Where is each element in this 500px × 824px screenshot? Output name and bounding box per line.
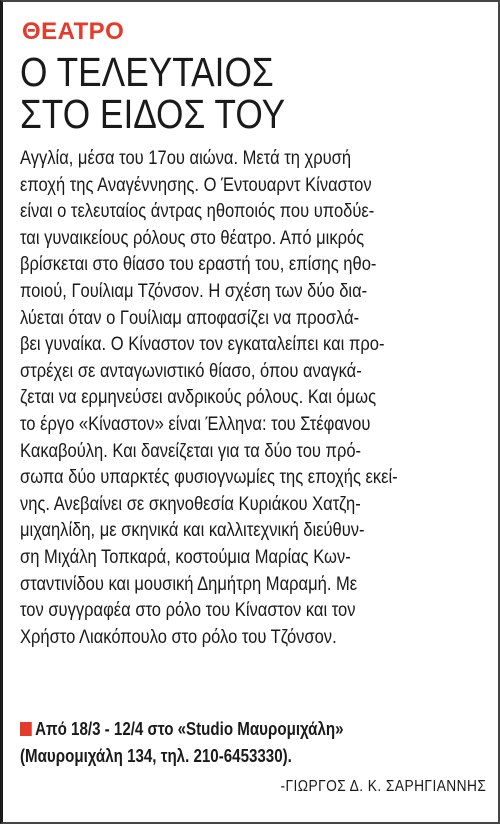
red-square-bullet-icon (20, 722, 32, 736)
body-line: λύεται όταν ο Γουίλιαμ αποφασίζει να προσλά- (20, 307, 360, 329)
body-line: ζεται να ερμηνεύσει ανδρικούς ρόλους. Και όμως (20, 387, 377, 409)
article-body (20, 146, 486, 651)
body-line: μιχαηλίδη, με σκηνικά και καλλιτεχνική διεύθυν- (20, 520, 365, 542)
body-line: σωπα δύο υπαρκτές φυσιογνωμίες της εποχής εκεί- (20, 467, 398, 489)
body-line: ση Μιχάλη Τοπκαρά, κοστούμια Μαρίας Κων- (20, 546, 351, 568)
body-line: Αγγλία, μέσα του 17ου αιώνα. Μετά τη χρυσή (20, 148, 352, 169)
body-line: εποχή της Αναγέννησης. Ο Έντουαρντ Κίναστον (20, 174, 372, 196)
event-dates-venue: Από 18/3 - 12/4 στο «Studio Μαυρομιχάλη» (35, 719, 344, 739)
body-line: νης. Ανεβαίνει σε σκηνοθεσία Κυριάκου Χατζη- (20, 493, 361, 515)
body-line: βει γυναίκα. Ο Κίναστον τον εγκαταλείπει και προ- (20, 334, 385, 356)
section-label: ΘΕΑΤΡΟ (22, 18, 125, 45)
body-line: Κακαβούλη. Και δανείζεται για τα δύο του πρό- (20, 440, 362, 462)
body-line: ται γυναικείους ρόλους στο θέατρο. Από μικρός (20, 227, 365, 249)
event-info (20, 716, 490, 770)
body-line: ποιού, Γουίλιαμ Τζόνσον. Η σχέση των δύο δια- (20, 280, 368, 302)
body-line: είναι ο τελευταίος άντρας ηθοποιός που υποδύε- (20, 201, 375, 223)
body-line: στρέχει σε ανταγωνιστικό θίασο, όπου αναγκά- (20, 360, 362, 382)
body-line: βρίσκεται στο θίασο του εραστή του, επίσης ηθο- (20, 254, 377, 276)
body-line: το έργο «Κίναστον» είναι Έλληνα: του Στέφανου (20, 413, 371, 435)
headline-line-1: Ο ΤΕΛΕΥΤΑΙΟΣ (20, 49, 274, 95)
headline-line-2: ΣΤΟ ΕΙΔΟΣ ΤΟΥ (20, 91, 286, 137)
author-byline: -ΓΙΩΡΓΟΣ Δ. Κ. ΣΑΡΗΓΙΑΝΝΗΣ (280, 778, 486, 795)
event-address-phone: (Μαυρομιχάλη 134, τηλ. 210-6453330). (20, 746, 292, 766)
body-line: σταντινίδου και μουσική Δημήτρη Μαραμή. Με (20, 573, 358, 595)
body-line: τον συγγραφέα στο ρόλο του Κίναστον και τον (20, 600, 356, 622)
event-info-line-1 (20, 716, 415, 743)
body-line: Χρήστο Λιακόπουλο στο ρόλο του Τζόνσον. (20, 626, 337, 648)
